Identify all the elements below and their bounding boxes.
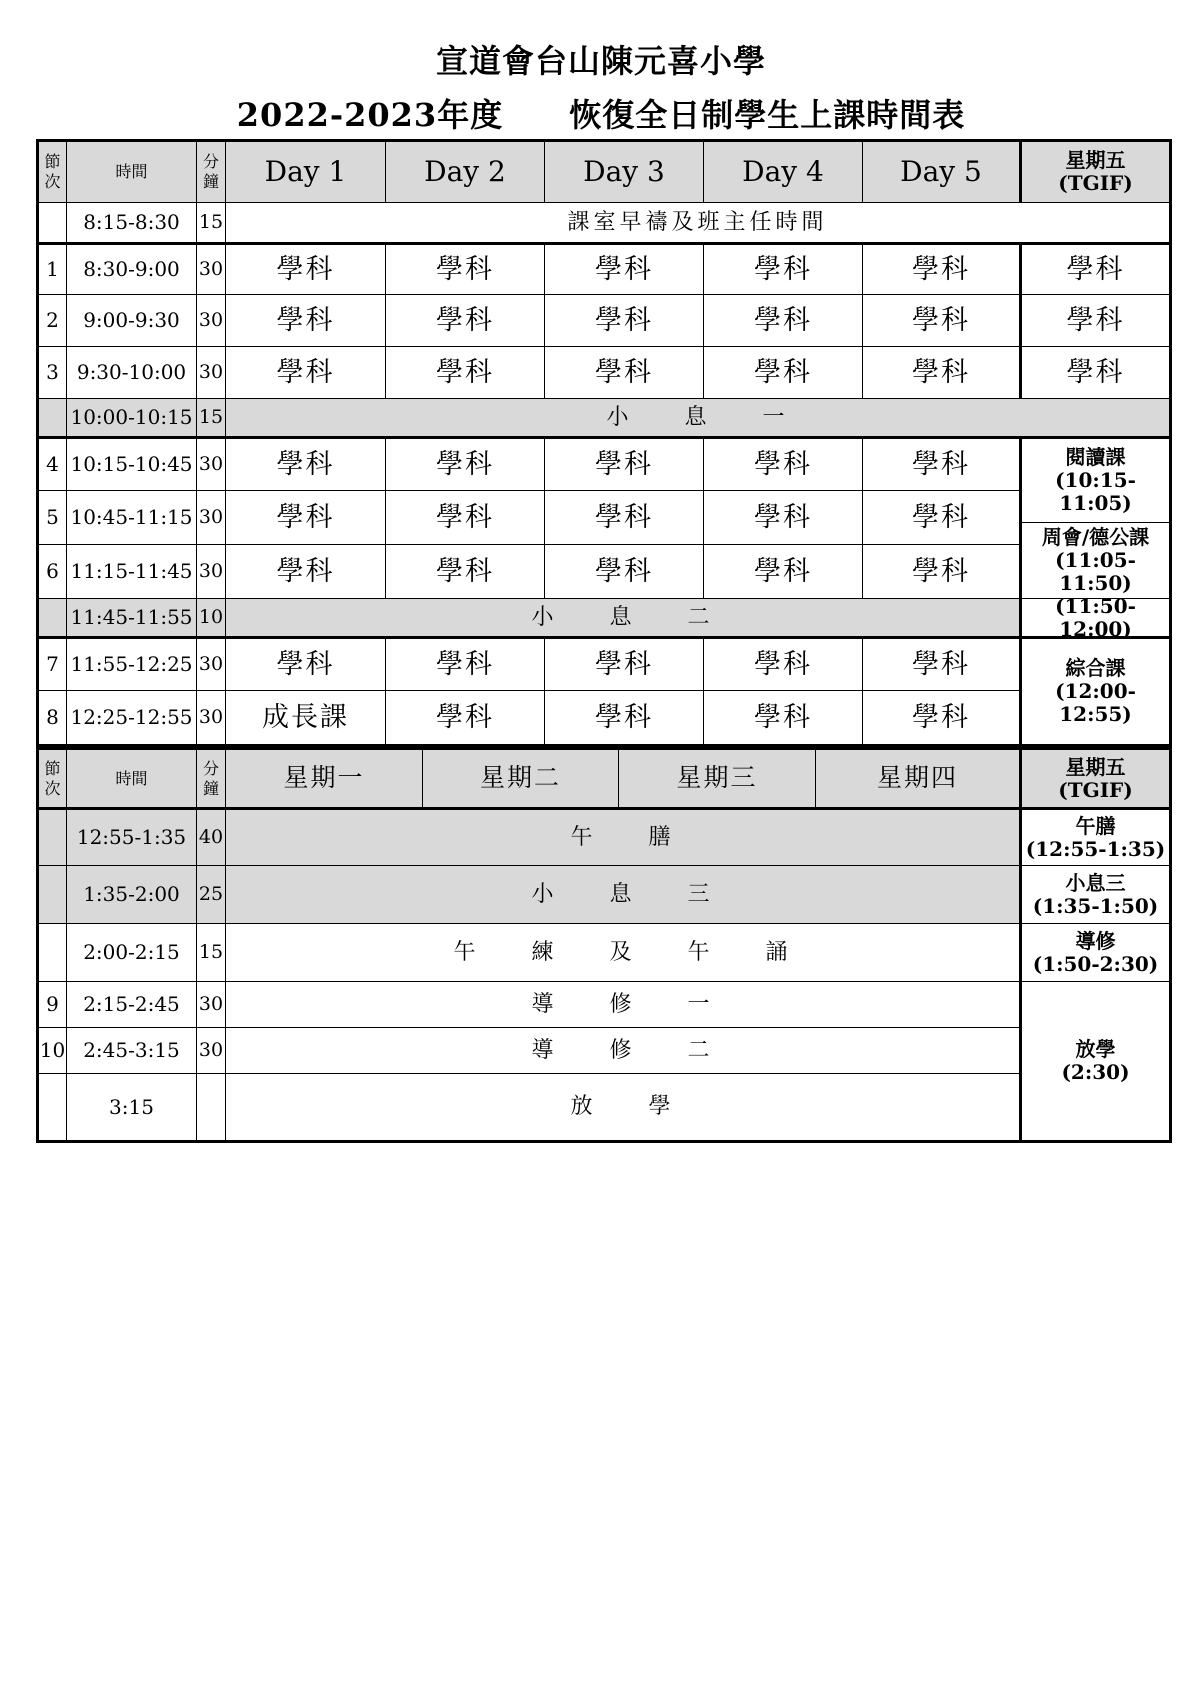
subject-lesson-day-4: 學科	[703, 436, 862, 490]
period-number: 10	[39, 1027, 66, 1073]
period-number: 3	[39, 346, 66, 398]
subject-lesson-day-3: 學科	[544, 294, 703, 346]
period-time: 3:15	[66, 1073, 196, 1140]
period-minutes: 30	[196, 242, 225, 294]
period-minutes: 30	[196, 490, 225, 544]
weekday-header-1: 星期一	[225, 747, 422, 807]
period-time: 1:35-2:00	[66, 865, 196, 923]
subject-lesson-day-5: 學科	[862, 690, 1019, 744]
subject-lesson-day-2: 學科	[385, 690, 544, 744]
subject-lesson-day-5: 學科	[862, 490, 1019, 544]
subject-lesson-day-2: 學科	[385, 490, 544, 544]
period-time: 12:55-1:35	[66, 807, 196, 865]
period-minutes: 15	[196, 923, 225, 981]
period-minutes: 25	[196, 865, 225, 923]
weekday-header-3: 星期三	[618, 747, 815, 807]
period-minutes: 30	[196, 981, 225, 1027]
period-time: 10:15-10:45	[66, 436, 196, 490]
period-minutes	[196, 1073, 225, 1140]
period-number: 5	[39, 490, 66, 544]
day-header-3: Day 3	[544, 142, 703, 202]
friday-dismissal: 放學 (2:30)	[1019, 981, 1169, 1140]
period-time: 11:15-11:45	[66, 544, 196, 598]
period-time: 12:25-12:55	[66, 690, 196, 744]
assembly-time: 8:15-8:30	[66, 202, 196, 242]
period-column-header: 節 次	[39, 747, 66, 807]
period-time: 2:15-2:45	[66, 981, 196, 1027]
period-time: 2:00-2:15	[66, 923, 196, 981]
period-minutes: 30	[196, 690, 225, 744]
friday-assembly-lesson: 周會/德公課 (11:05-11:50)	[1019, 522, 1169, 598]
subject-lesson-day-1: 學科	[225, 242, 385, 294]
period-number	[39, 865, 66, 923]
subject-lesson-day-5: 學科	[862, 242, 1019, 294]
subject-lesson-day-4: 學科	[703, 690, 862, 744]
subject-lesson-day-4: 學科	[703, 346, 862, 398]
day-header-1: Day 1	[225, 142, 385, 202]
subject-lesson-day-2: 學科	[385, 544, 544, 598]
subject-lesson-day-4: 學科	[703, 490, 862, 544]
friday-lunch: 午膳 (12:55-1:35)	[1019, 807, 1169, 865]
period-number: 7	[39, 636, 66, 690]
period-blank	[39, 202, 66, 242]
period-time: 2:45-3:15	[66, 1027, 196, 1073]
period-minutes: 40	[196, 807, 225, 865]
subject-lesson-day-5: 學科	[862, 636, 1019, 690]
subject-lesson-day-4: 學科	[703, 242, 862, 294]
recess-2-label: 小 息 二	[225, 598, 1019, 636]
period-blank	[39, 598, 66, 636]
period-number	[39, 1073, 66, 1140]
subject-lesson-day-4: 學科	[703, 544, 862, 598]
period-number: 1	[39, 242, 66, 294]
period-number: 6	[39, 544, 66, 598]
break1-time: 10:00-10:15	[66, 398, 196, 436]
growth-lesson-day-1: 成長課	[225, 690, 385, 744]
friday-subject-lesson: 學科	[1019, 346, 1169, 398]
morning-assembly-label: 課室早禱及班主任時間	[225, 202, 1169, 242]
break2-minutes: 10	[196, 598, 225, 636]
assembly-minutes: 15	[196, 202, 225, 242]
subject-lesson-day-3: 學科	[544, 544, 703, 598]
friday-integrated-lesson: 綜合課 (12:00-12:55)	[1019, 636, 1169, 744]
subject-lesson-day-1: 學科	[225, 346, 385, 398]
day-header-2: Day 2	[385, 142, 544, 202]
period-blank	[39, 398, 66, 436]
period-minutes: 30	[196, 346, 225, 398]
dismissal-label: 放 學	[225, 1073, 1019, 1140]
period-minutes: 30	[196, 636, 225, 690]
subject-lesson-day-2: 學科	[385, 294, 544, 346]
recess-1-label: 小 息 一	[225, 398, 1169, 436]
subject-lesson-day-3: 學科	[544, 490, 703, 544]
tutorial-1-label: 導 修 一	[225, 981, 1019, 1027]
period-minutes: 30	[196, 544, 225, 598]
subject-lesson-day-3: 學科	[544, 690, 703, 744]
subject-lesson-day-5: 學科	[862, 346, 1019, 398]
lunch-label: 午 膳	[225, 807, 1019, 865]
timetable-title: 2022-2023年度 恢復全日制學生上課時間表	[236, 96, 966, 134]
subject-lesson-day-3: 學科	[544, 436, 703, 490]
friday-header: 星期五 (TGIF)	[1019, 747, 1169, 807]
friday-reading-lesson: 閱讀課 (10:15-11:05)	[1019, 436, 1169, 522]
school-name: 宣道會台山陳元喜小學	[435, 42, 766, 80]
subject-lesson-day-2: 學科	[385, 242, 544, 294]
recess-3-label: 小 息 三	[225, 865, 1019, 923]
noon-practice-label: 午 練 及 午 誦	[225, 923, 1019, 981]
day-header-5: Day 5	[862, 142, 1019, 202]
friday-subject-lesson: 學科	[1019, 242, 1169, 294]
period-minutes: 30	[196, 294, 225, 346]
weekday-header-4: 星期四	[815, 747, 1019, 807]
subject-lesson-day-3: 學科	[544, 636, 703, 690]
tutorial-2-label: 導 修 二	[225, 1027, 1019, 1073]
subject-lesson-day-1: 學科	[225, 490, 385, 544]
subject-lesson-day-2: 學科	[385, 636, 544, 690]
period-column-header: 節 次	[39, 142, 66, 202]
period-time: 10:45-11:15	[66, 490, 196, 544]
period-time: 9:00-9:30	[66, 294, 196, 346]
subject-lesson-day-4: 學科	[703, 636, 862, 690]
break1-minutes: 15	[196, 398, 225, 436]
period-minutes: 30	[196, 1027, 225, 1073]
period-time: 9:30-10:00	[66, 346, 196, 398]
subject-lesson-day-3: 學科	[544, 242, 703, 294]
subject-lesson-day-4: 學科	[703, 294, 862, 346]
friday-recess-time: (11:50-12:00)	[1019, 598, 1169, 636]
minutes-column-header: 分 鐘	[196, 747, 225, 807]
subject-lesson-day-3: 學科	[544, 346, 703, 398]
period-number: 9	[39, 981, 66, 1027]
period-time: 8:30-9:00	[66, 242, 196, 294]
period-number	[39, 923, 66, 981]
subject-lesson-day-5: 學科	[862, 544, 1019, 598]
friday-subject-lesson: 學科	[1019, 294, 1169, 346]
subject-lesson-day-5: 學科	[862, 436, 1019, 490]
period-number: 8	[39, 690, 66, 744]
period-time: 11:55-12:25	[66, 636, 196, 690]
time-column-header: 時間	[66, 142, 196, 202]
subject-lesson-day-5: 學科	[862, 294, 1019, 346]
period-minutes: 30	[196, 436, 225, 490]
time-column-header: 時間	[66, 747, 196, 807]
subject-lesson-day-1: 學科	[225, 636, 385, 690]
weekday-header-2: 星期二	[422, 747, 618, 807]
friday-recess-3: 小息三 (1:35-1:50)	[1019, 865, 1169, 923]
subject-lesson-day-1: 學科	[225, 294, 385, 346]
break2-time: 11:45-11:55	[66, 598, 196, 636]
day-header-4: Day 4	[703, 142, 862, 202]
subject-lesson-day-2: 學科	[385, 346, 544, 398]
period-number	[39, 807, 66, 865]
subject-lesson-day-1: 學科	[225, 544, 385, 598]
subject-lesson-day-2: 學科	[385, 436, 544, 490]
friday-tutorial: 導修 (1:50-2:30)	[1019, 923, 1169, 981]
period-number: 4	[39, 436, 66, 490]
minutes-column-header: 分 鐘	[196, 142, 225, 202]
period-number: 2	[39, 294, 66, 346]
friday-header: 星期五 (TGIF)	[1019, 142, 1169, 202]
subject-lesson-day-1: 學科	[225, 436, 385, 490]
